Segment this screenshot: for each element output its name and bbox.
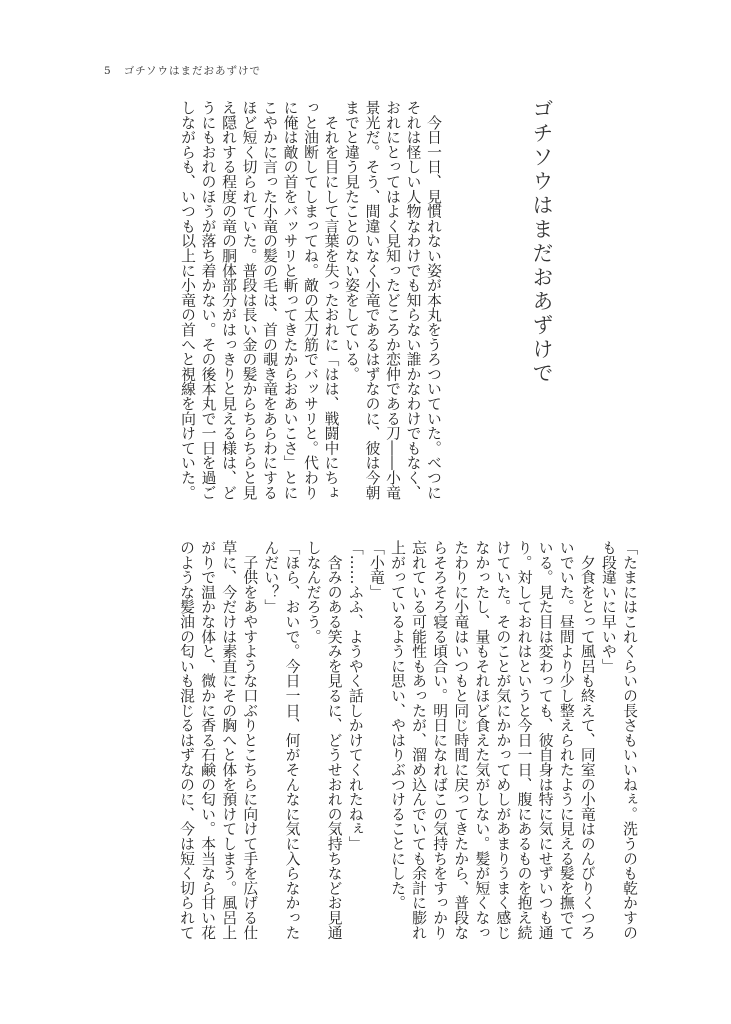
text-column: それは怪しい人物なわけでも知らない誰かなわけでもなく、 [404,100,422,500]
chapter-title: ゴチソウはまだおあずけで [530,98,554,386]
text-column: うにもおれのほうが落ち着かない。その後本丸で一日を過ご [199,100,217,500]
text-column: 「ほら、おいで。今日一日、何がそんなに気に入らなかった [283,540,301,940]
text-column: それを目にして言葉を失ったおれに「はは、戦闘中にちょ [322,100,340,500]
text-column: 草に、今だけは素直にその胸へと体を預けてしまう。風呂上 [220,540,238,940]
text-column: っと油断してしまってね。敵の太刀筋でバッサリと。代わり [302,100,319,500]
text-column: 「……ふふ、ようやく話しかけてくれたねぇ」 [346,540,364,851]
text-column: 「小竜」 [367,540,385,600]
text-column: 景光だ。そう、間違いなく小竜であるはずなのに、彼は今朝 [363,100,381,500]
running-title: ゴチソウはまだおあずけで [123,65,262,77]
text-column: のような髪油の匂いも混じるはずなのに、今は短く切られて [178,540,196,940]
text-column: いる。見た目は変わっても、彼自身は特に気にせずいつも通 [536,540,554,940]
text-column: 今日一日、見慣れない姿が本丸をうろついていた。べつに [425,100,442,500]
text-column: 上がっているように思い、やはりぶつけることにした。 [388,540,406,910]
text-column: んだい？」 [262,540,280,614]
text-column: いでいた。昼間より少し整えられたように見える髪を撫でて [557,540,575,940]
text-column: 夕食をとって風呂も終えて、同室の小竜はのんびりくつろ [578,540,596,940]
text-column: しながらも、いつも以上に小竜の首へと視線を向けていた。 [179,100,196,500]
text-column: なかったし、量もそれほど食えた気がしない。髪が短くなっ [473,540,491,940]
text-column: たわりに小竜はいつもと同じ時間に戻ってきたから、普段な [452,540,470,940]
text-column: 含みのある笑みを見るに、どうせおれの気持ちなどお見通 [325,540,343,940]
text-column: らそろそろ寝る頃合い。明日になればこの気持ちをすっかり [431,540,449,940]
text-column: に俺は敵の首をバッサリと斬ってきたからおあいこさ」とに [281,100,299,500]
text-column: 忘れている可能性もあったが、溜め込んでいても余計に膨れ [410,540,428,940]
text-column: しなんだろう。 [304,540,322,644]
text-column: も段違いに早いや」 [599,540,617,674]
text-column: こやかに言った小竜の髪の毛は、首の覗き竜をあらわにする [261,100,278,500]
text-column: 子供をあやすような口ぶりとこちらに向けて手を広げる仕 [241,540,259,940]
lower-text-block [176,540,640,940]
running-header [104,63,261,78]
page-number: 5 [104,65,112,77]
text-column: ほど短く切られていた。普段は長い金の髪からちらちらと見 [240,100,258,500]
text-column: までと違う見たことのない姿をしている。 [343,100,360,382]
text-column: おれにとってはよく見知ったどころか恋仲である刀――小竜 [384,100,401,500]
text-column: え隠れする程度の竜の胴体部分がはっきりと見える様は、ど [220,100,237,500]
text-column: 「たまにはこれくらいの長さもいいねぇ。洗うのも乾かすの [621,540,638,940]
text-column: けていた。そのことが気にかかってめしがあまりうまく感じ [494,540,512,940]
text-column: がりで温かな体と、微かに香る石鹸の匂い。本当なら甘い花 [199,540,217,940]
text-column: り。対しておれはというと今日一日、腹にあるものを抱え続 [515,540,533,940]
upper-text-block [177,100,444,500]
